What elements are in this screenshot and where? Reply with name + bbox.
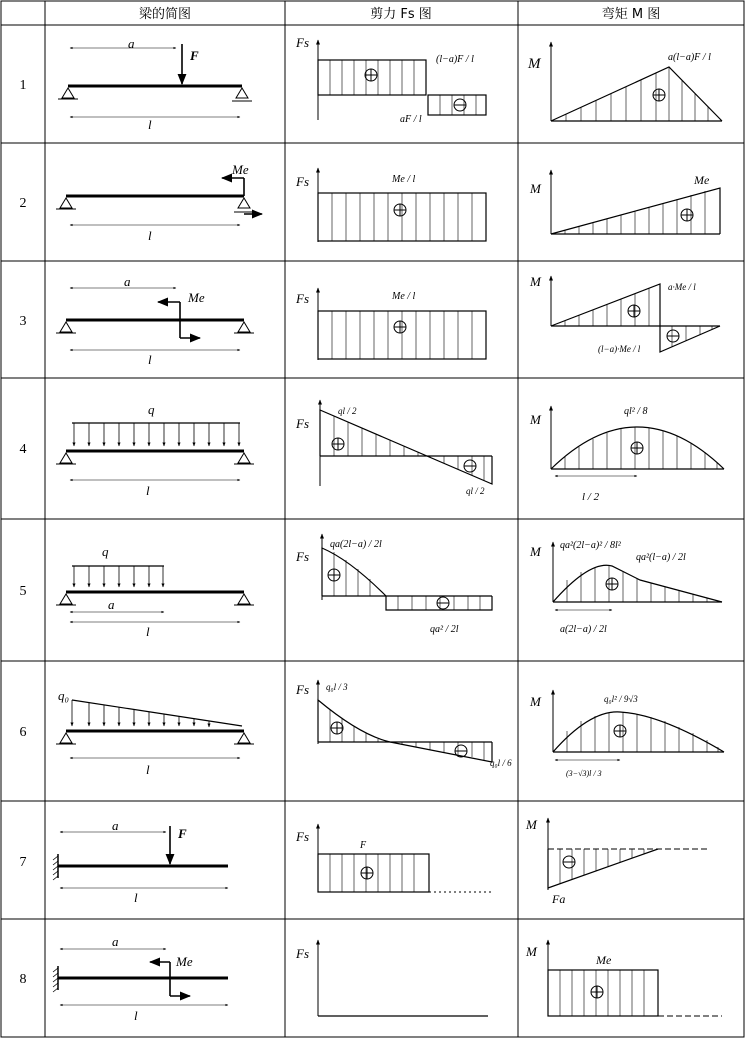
beam-2-diagram xyxy=(56,178,262,225)
table-grid xyxy=(1,1,744,1037)
moment-8-M-label: M xyxy=(526,944,537,959)
shear-6-diagram xyxy=(318,680,492,762)
beam-4-q-label: q xyxy=(148,402,155,417)
beam-1-diagram xyxy=(58,44,252,117)
moment-6-peak-value: q₀l² / 9√3 xyxy=(604,694,638,704)
shear-1-bottom-value: aF / l xyxy=(400,114,422,125)
row-number-1: 1 xyxy=(19,78,27,93)
moment-3-M-label: M xyxy=(530,274,541,289)
header-beam: 梁的简图 xyxy=(138,7,192,22)
moment-7-diagram xyxy=(548,818,710,890)
moment-6-dimension: (3−√3)l / 3 xyxy=(566,769,602,778)
row-number-3: 3 xyxy=(19,314,27,329)
shear-7-diagram xyxy=(318,824,492,892)
moment-8-value: Me xyxy=(596,953,612,967)
beam-5-a-label: a xyxy=(108,597,115,612)
shear-8-diagram xyxy=(318,940,488,1016)
moment-4-dimension: l / 2 xyxy=(582,491,600,503)
beam-3-l-label: l xyxy=(148,352,152,367)
beam-6-q0-label: q₀ xyxy=(58,688,70,703)
row-number-4: 4 xyxy=(19,442,27,457)
row-number-6: 6 xyxy=(19,725,27,740)
moment-2-value: Me xyxy=(694,173,710,187)
shear-7-Fs-label: Fs xyxy=(296,829,309,844)
beam-8-Me-label: Me xyxy=(176,954,193,969)
beam-1-F-label: F xyxy=(190,48,199,63)
moment-7-M-label: M xyxy=(526,817,537,832)
shear-3-value: Me / l xyxy=(392,291,416,302)
moment-2-M-label: M xyxy=(530,181,541,196)
shear-2-value: Me / l xyxy=(392,174,416,185)
shear-2-Fs-label: Fs xyxy=(296,174,309,189)
shear-6-Fs-label: Fs xyxy=(296,682,309,697)
beam-2-Me-label: Me xyxy=(232,162,249,177)
beam-6-diagram xyxy=(56,700,254,758)
header-moment: 弯矩 M 图 xyxy=(601,7,661,22)
shear-6-bottom-value: q₀l / 6 xyxy=(490,758,512,768)
beam-8-a-label: a xyxy=(112,934,119,949)
moment-4-peak-value: ql² / 8 xyxy=(624,406,648,417)
beam-7-l-label: l xyxy=(134,890,138,905)
moment-6-diagram xyxy=(553,690,724,760)
shear-4-Fs-label: Fs xyxy=(296,416,309,431)
shear-5-top-value: qa(2l−a) / 2l xyxy=(330,539,382,550)
beam-1-l-label: l xyxy=(148,117,152,132)
beam-1-a-label: a xyxy=(128,36,135,51)
beam-4-l-label: l xyxy=(146,483,150,498)
row-number-8: 8 xyxy=(19,972,27,987)
beam-5-diagram xyxy=(56,566,254,622)
moment-5-dimension: a(2l−a) / 2l xyxy=(560,624,607,635)
moment-1-M-label: M xyxy=(528,56,541,72)
moment-8-diagram xyxy=(548,940,722,1016)
shear-7-value: F xyxy=(360,840,367,851)
beam-4-diagram xyxy=(56,423,254,480)
moment-6-M-label: M xyxy=(530,694,541,709)
beam-3-a-label: a xyxy=(124,274,131,289)
row-number-2: 2 xyxy=(19,196,27,211)
header-shear: 剪力 Fs 图 xyxy=(370,7,432,22)
beam-2-l-label: l xyxy=(148,228,152,243)
moment-4-M-label: M xyxy=(530,412,541,427)
beam-8-diagram xyxy=(53,949,228,1005)
shear-3-Fs-label: Fs xyxy=(296,291,309,306)
beam-6-l-label: l xyxy=(146,762,150,777)
moment-5-right-value: qa²(l−a) / 2l xyxy=(636,552,686,563)
beam-3-Me-label: Me xyxy=(188,290,205,305)
beam-3-diagram xyxy=(56,288,254,350)
moment-1-peak-value: a(l−a)F / l xyxy=(668,52,711,63)
shear-1-Fs-label: Fs xyxy=(296,35,309,50)
beam-5-l-label: l xyxy=(146,624,150,639)
beam-7-F-label: F xyxy=(178,826,187,841)
row-numbers xyxy=(20,78,27,987)
shear-5-bottom-value: qa² / 2l xyxy=(430,624,459,635)
row-number-5: 5 xyxy=(19,584,27,599)
beam-5-q-label: q xyxy=(102,544,109,559)
moment-5-M-label: M xyxy=(530,544,541,559)
moment-3-bottom-value: (l−a)·Me / l xyxy=(598,344,641,354)
row-number-7: 7 xyxy=(19,855,27,870)
shear-4-bottom-value: ql / 2 xyxy=(466,486,485,496)
shear-5-Fs-label: Fs xyxy=(296,549,309,564)
beam-7-diagram xyxy=(53,826,228,888)
beam-7-a-label: a xyxy=(112,818,119,833)
shear-1-top-value: (l−a)F / l xyxy=(436,54,474,65)
shear-8-Fs-label: Fs xyxy=(296,946,309,961)
moment-3-top-value: a·Me / l xyxy=(668,282,696,292)
moment-5-peak-value: qa²(2l−a)² / 8l² xyxy=(560,540,621,551)
shear-1-diagram xyxy=(318,40,486,120)
shear-4-top-value: ql / 2 xyxy=(338,406,357,416)
beam-8-l-label: l xyxy=(134,1008,138,1023)
moment-7-value: Fa xyxy=(552,892,566,906)
shear-6-top-value: q₀l / 3 xyxy=(326,682,348,692)
